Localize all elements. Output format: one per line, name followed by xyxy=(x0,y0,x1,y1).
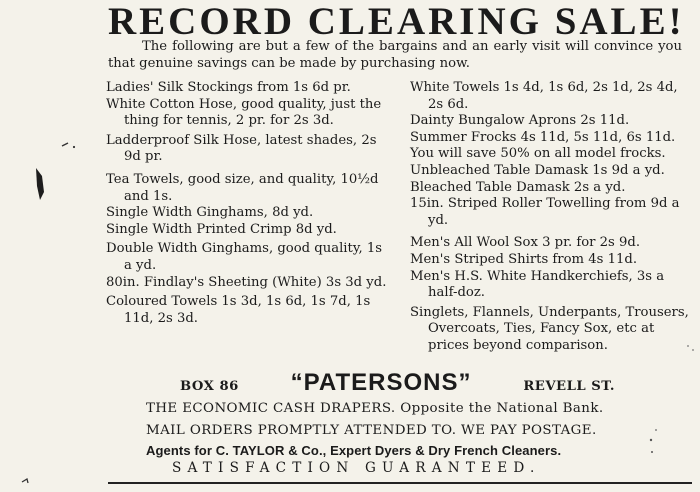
street-address: REVELL ST. xyxy=(523,379,615,394)
list-item: Ladderproof Silk Hose, latest shades, 2s 9d pr. xyxy=(106,132,377,165)
ink-speck xyxy=(655,429,657,431)
list-item: Men's Striped Shirts from 4s 11d. xyxy=(410,251,638,267)
ink-speck xyxy=(651,451,653,453)
list-item: You will save 50% on all model frocks. xyxy=(410,146,666,162)
list-item: Dainty Bungalow Aprons 2s 11d. xyxy=(410,113,630,129)
agents-notice: Agents for C. TAYLOR & Co., Expert Dyers & Dry French Cleaners. xyxy=(146,443,562,458)
ink-speck xyxy=(650,439,652,441)
left-column xyxy=(106,80,394,327)
sale-headline: RECORD CLEARING SALE! xyxy=(108,0,685,43)
list-item: Singlets, Flannels, Underpants, Trousers, Overcoats, Ties, Fancy Sox, etc at prices beyond comparison. xyxy=(410,304,689,353)
list-item: Unbleached Table Damask 1s 9d a yd. xyxy=(410,162,665,178)
list-item: White Cotton Hose, good quality, just the thing for tennis, 2 pr. for 2s 3d. xyxy=(106,96,382,129)
list-item: Tea Towels, good size, and quality, 10½d and 1s. xyxy=(106,171,379,204)
list-item: White Towels 1s 4d, 1s 6d, 2s 1d, 2s 4d, 2s 6d. xyxy=(410,80,678,112)
list-item: Men's H.S. White Handkerchiefs, 3s a half-doz. xyxy=(410,268,665,301)
ink-speck xyxy=(73,146,75,148)
list-item: Men's All Wool Sox 3 pr. for 2s 9d. xyxy=(410,235,641,251)
mail-orders-notice: MAIL ORDERS PROMPTLY ATTENDED TO. WE PAY POSTAGE. xyxy=(146,423,597,438)
ink-blot xyxy=(36,168,44,200)
store-name: “PATERSONS” xyxy=(290,369,472,396)
ink-speck xyxy=(62,143,68,146)
list-item: Double Width Ginghams, good quality, 1s a yd. xyxy=(106,241,383,273)
list-item: Coloured Towels 1s 3d, 1s 6d, 1s 7d, 1s 11d, 2s 3d. xyxy=(106,294,371,326)
store-name-line xyxy=(180,369,615,397)
list-item: Bleached Table Damask 2s a yd. xyxy=(410,179,626,195)
list-item: Summer Frocks 4s 11d, 5s 11d, 6s 11d. xyxy=(410,129,676,145)
ink-speck xyxy=(22,479,28,483)
box-number: BOX 86 xyxy=(180,379,239,394)
intro-paragraph: The following are but a few of the bargains and an early visit will convince you that genuine savings can be made by purchasing now. xyxy=(108,39,682,71)
list-item: Ladies' Silk Stockings from 1s 6d pr. xyxy=(106,80,351,95)
list-item: Single Width Printed Crimp 8d yd. xyxy=(106,221,337,237)
guarantee-line: SATISFACTION GUARANTEED. xyxy=(172,460,541,476)
list-item: 80in. Findlay's Sheeting (White) 3s 3d yd. xyxy=(106,274,387,290)
list-item: Single Width Ginghams, 8d yd. xyxy=(106,205,314,221)
right-column xyxy=(410,80,696,355)
bottom-rule xyxy=(108,482,692,484)
list-item: 15in. Striped Roller Towelling from 9d a yd. xyxy=(410,196,680,228)
tagline: THE ECONOMIC CASH DRAPERS. Opposite the National Bank. xyxy=(146,401,604,416)
